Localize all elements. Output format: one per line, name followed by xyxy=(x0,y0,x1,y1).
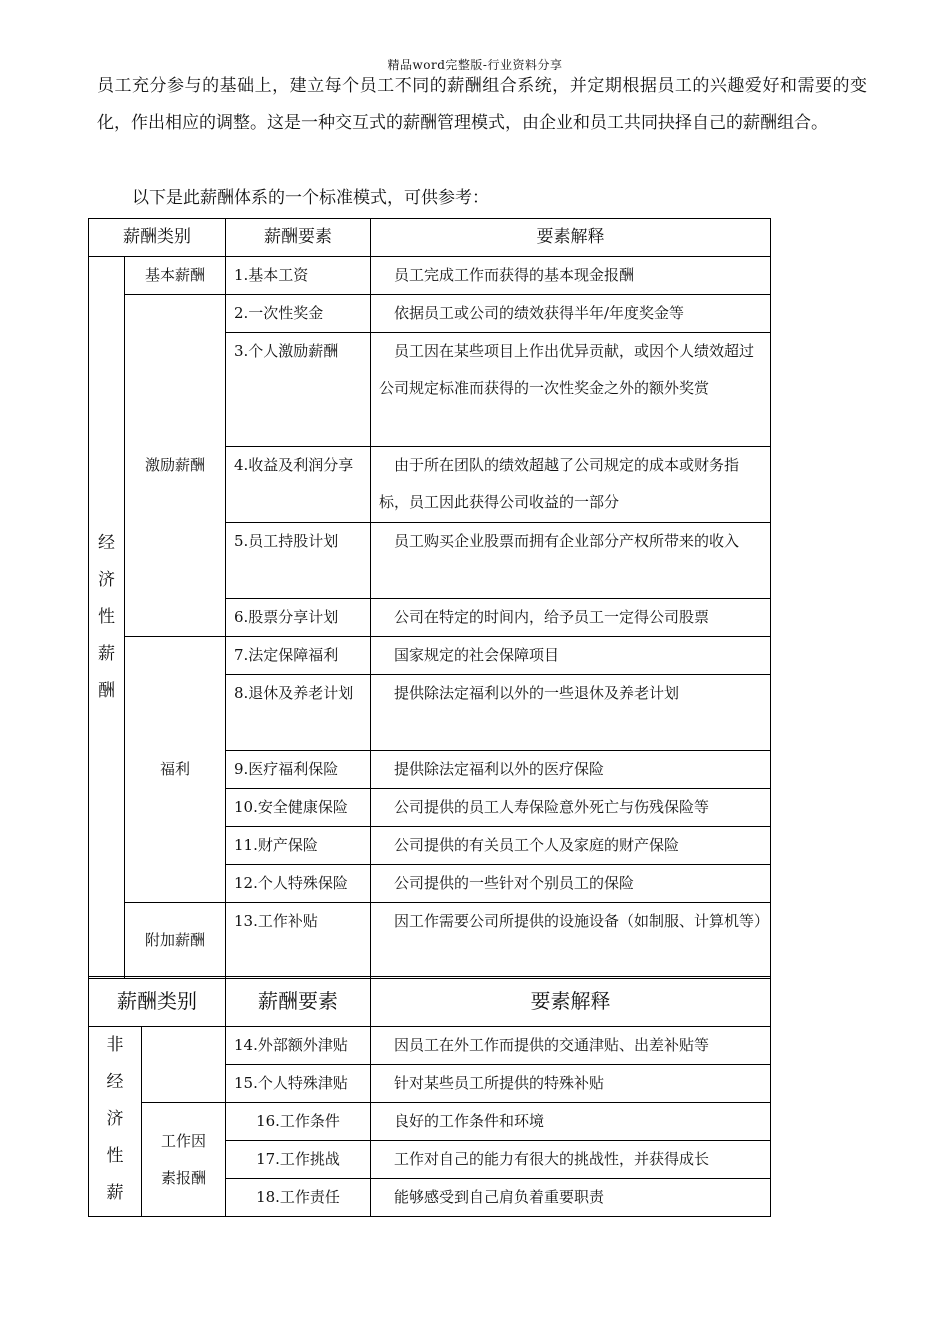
element-cell: 9.医疗福利保险 xyxy=(226,751,371,789)
explanation-cell: 能够感受到自己肩负着重要职责 xyxy=(371,1179,771,1217)
explanation-cell: 良好的工作条件和环境 xyxy=(371,1103,771,1141)
explanation-cell: 员工购买企业股票而拥有企业部分产权所带来的收入 xyxy=(371,523,771,599)
element-cell: 4.收益及利润分享 xyxy=(226,447,371,523)
element-cell: 3.个人激励薪酬 xyxy=(226,333,371,447)
category-char: 性 xyxy=(106,1146,124,1166)
element-cell: 14.外部额外津贴 xyxy=(226,1027,371,1065)
explanation-cell: 因员工在外工作而提供的交通津贴、出差补贴等 xyxy=(371,1027,771,1065)
header-element: 薪酬要素 xyxy=(226,219,371,257)
group-work-factor xyxy=(142,1103,226,1217)
explanation-cell: 公司提供的有关员工个人及家庭的财产保险 xyxy=(371,827,771,865)
header-category: 薪酬类别 xyxy=(89,219,226,257)
header-element: 薪酬要素 xyxy=(226,977,371,1027)
explanation-cell: 由于所在团队的绩效超越了公司规定的成本或财务指标，员工因此获得公司收益的一部分 xyxy=(371,447,771,523)
explanation-cell: 因工作需要公司所提供的设施设备（如制服、计算机等） xyxy=(371,903,771,979)
element-cell: 15.个人特殊津贴 xyxy=(226,1065,371,1103)
explanation-cell: 提供除法定福利以外的医疗保险 xyxy=(371,751,771,789)
explanation-cell: 员工完成工作而获得的基本现金报酬 xyxy=(371,257,771,295)
explanation-cell: 公司提供的员工人寿保险意外死亡与伤残保险等 xyxy=(371,789,771,827)
category-char: 经 xyxy=(97,533,115,553)
header-explanation: 要素解释 xyxy=(371,977,771,1027)
non-economic-compensation-table xyxy=(88,976,771,1217)
element-cell: 12.个人特殊保险 xyxy=(226,865,371,903)
category-char: 济 xyxy=(106,1109,124,1129)
explanation-cell: 员工因在某些项目上作出优异贡献，或因个人绩效超过公司规定标准而获得的一次性奖金之外的额外奖赏 xyxy=(371,333,771,447)
element-cell: 7.法定保障福利 xyxy=(226,637,371,675)
element-cell: 11.财产保险 xyxy=(226,827,371,865)
reference-paragraph: 以下是此薪酬体系的一个标准模式，可供参考： xyxy=(132,188,489,208)
element-cell: 18.工作责任 xyxy=(226,1179,371,1217)
explanation-cell: 提供除法定福利以外的一些退休及养老计划 xyxy=(371,675,771,751)
category-char: 酬 xyxy=(97,681,115,701)
group-additional: 附加薪酬 xyxy=(125,903,226,979)
element-cell: 2.一次性奖金 xyxy=(226,295,371,333)
explanation-cell: 工作对自己的能力有很大的挑战性，并获得成长 xyxy=(371,1141,771,1179)
group-basic: 基本薪酬 xyxy=(125,257,226,295)
explanation-cell: 依据员工或公司的绩效获得半年/年度奖金等 xyxy=(371,295,771,333)
element-cell: 13.工作补贴 xyxy=(226,903,371,979)
header-explanation: 要素解释 xyxy=(371,219,771,257)
explanation-cell: 公司在特定的时间内，给予员工一定得公司股票 xyxy=(371,599,771,637)
category-char: 薪 xyxy=(106,1183,124,1203)
element-cell: 8.退休及养老计划 xyxy=(226,675,371,751)
group-incentive: 激励薪酬 xyxy=(125,295,226,637)
category-economic xyxy=(89,257,125,979)
header-category: 薪酬类别 xyxy=(89,977,226,1027)
explanation-cell: 国家规定的社会保障项目 xyxy=(371,637,771,675)
category-char: 薪 xyxy=(97,644,115,664)
category-char: 性 xyxy=(97,607,115,627)
explanation-cell: 公司提供的一些针对个别员工的保险 xyxy=(371,865,771,903)
category-char: 经 xyxy=(106,1072,124,1092)
element-cell: 10.安全健康保险 xyxy=(226,789,371,827)
economic-compensation-table xyxy=(88,218,771,979)
element-cell: 1.基本工资 xyxy=(226,257,371,295)
element-cell: 5.员工持股计划 xyxy=(226,523,371,599)
element-cell: 6.股票分享计划 xyxy=(226,599,371,637)
group-empty xyxy=(142,1027,226,1103)
page-header: 精品word完整版-行业资料分享 xyxy=(387,58,563,72)
category-non-economic xyxy=(89,1027,142,1217)
group-welfare: 福利 xyxy=(125,637,226,903)
group-work-factor-label: 工作因素报酬 xyxy=(160,1131,206,1187)
intro-paragraph: 员工充分参与的基础上，建立每个员工不同的薪酬组合系统，并定期根据员工的兴趣爱好和需要的变化，作出相应的调整。这是一种交互式的薪酬管理模式，由企业和员工共同抉择自己的薪酬组合。 xyxy=(97,76,867,133)
category-char: 济 xyxy=(97,570,115,590)
element-cell: 16.工作条件 xyxy=(226,1103,371,1141)
element-cell: 17.工作挑战 xyxy=(226,1141,371,1179)
explanation-cell: 针对某些员工所提供的特殊补贴 xyxy=(371,1065,771,1103)
category-char: 非 xyxy=(106,1035,124,1055)
